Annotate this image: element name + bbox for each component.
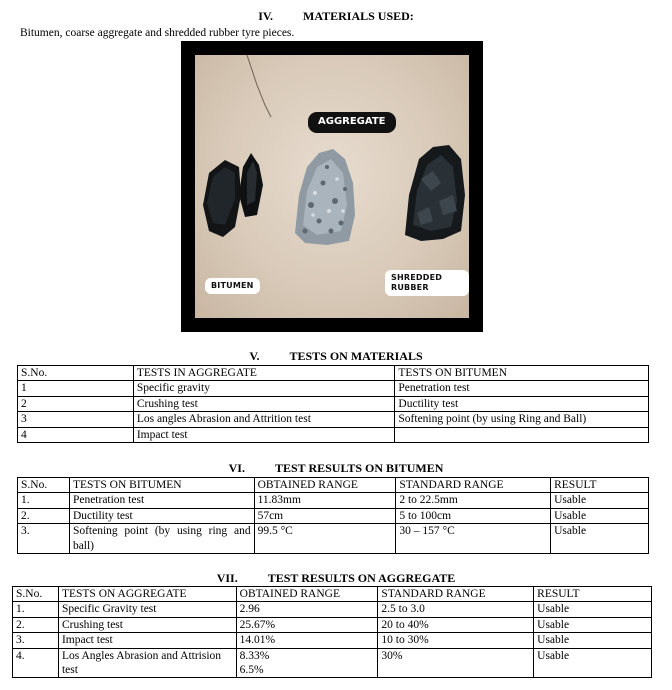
table-cell: 2 to 22.5mm [396,493,551,508]
section-title: TESTS ON MATERIALS [289,349,423,363]
photo-title-badge: AGGREGATE [308,112,396,133]
aggregate-results-table [12,586,652,678]
table-cell: 14.01% [236,633,378,648]
section-number: VII. [216,571,238,585]
photo-content [195,55,469,318]
section-title: MATERIALS USED: [303,9,414,23]
table-cell: Los angles Abrasion and Attrition test [133,412,395,427]
table-row [18,493,649,508]
table-header-row [18,366,649,381]
table-cell: Penetration test [69,493,254,508]
table-cell: Specific gravity [133,381,395,396]
section-heading-aggregate-results [0,571,672,586]
materials-text: Bitumen, coarse aggregate and shredded rubber tyre pieces. [20,27,295,39]
table-cell: Softening point (by using Ring and Ball) [395,412,649,427]
table-header-cell: S.No. [18,366,134,381]
section-heading-bitumen-results [0,461,672,476]
table-cell: Usable [534,633,652,648]
table-row [18,396,649,411]
section-number: VI. [228,461,245,475]
table-cell: 25.67% [236,617,378,632]
section-heading-materials [0,9,672,24]
section-number: V. [249,349,260,363]
table-cell: 11.83mm [254,493,396,508]
table-cell: Usable [551,524,649,554]
table-cell: 5 to 100cm [396,508,551,523]
table-cell: Softening point (by using ring and ball) [69,524,254,554]
table-cell: Impact test [58,633,236,648]
table-cell: 2 [18,396,134,411]
table-header-cell: TESTS IN AGGREGATE [133,366,395,381]
bitumen-results-table [17,477,649,554]
table-header-cell: OBTAINED RANGE [254,478,396,493]
section-number: IV. [258,9,273,23]
photo-label-bitumen: BITUMEN [205,278,260,294]
table-cell: 2.96 [236,602,378,617]
table-header-cell: TESTS ON AGGREGATE [58,587,236,602]
table-row [18,381,649,396]
background-crack [247,55,271,117]
materials-photo [181,41,483,332]
table-cell: 1. [18,493,70,508]
table-cell: 3 [18,412,134,427]
table-cell: Impact test [133,427,395,442]
table-cell: Crushing test [58,617,236,632]
shredded-rubber-pile [405,145,465,241]
table-row [18,412,649,427]
table-cell: Usable [551,493,649,508]
table-cell: Usable [534,617,652,632]
table-cell [395,427,649,442]
table-cell: 99.5 °C [254,524,396,554]
table-cell: Usable [551,508,649,523]
table-cell: 20 to 40% [378,617,534,632]
table-header-cell: STANDARD RANGE [396,478,551,493]
table-row [13,633,652,648]
table-cell: 8.33% 6.5% [236,648,378,678]
table-row [18,524,649,554]
table-cell: 1. [13,602,59,617]
table-cell: 1 [18,381,134,396]
table-cell: 57cm [254,508,396,523]
table-header-cell: S.No. [13,587,59,602]
table-header-cell: S.No. [18,478,70,493]
table-cell: Specific Gravity test [58,602,236,617]
table-cell: Usable [534,602,652,617]
table-cell: 4. [13,648,59,678]
table-row [13,602,652,617]
table-header-cell: RESULT [534,587,652,602]
table-header-row [18,478,649,493]
table-header-cell: OBTAINED RANGE [236,587,378,602]
table-header-cell: TESTS ON BITUMEN [395,366,649,381]
table-cell: Crushing test [133,396,395,411]
table-row [13,648,652,678]
bitumen-pile [203,153,263,237]
table-cell: Usable [534,648,652,678]
section-title: TEST RESULTS ON BITUMEN [274,461,444,475]
table-row [13,617,652,632]
table-row [18,508,649,523]
table-cell: Penetration test [395,381,649,396]
aggregate-pile [295,149,355,245]
table-cell: 3. [13,633,59,648]
table-cell: 2.5 to 3.0 [378,602,534,617]
table-cell: 10 to 30% [378,633,534,648]
table-cell: 4 [18,427,134,442]
table-cell: Ductility test [395,396,649,411]
table-header-row [13,587,652,602]
table-cell: Ductility test [69,508,254,523]
table-cell: Los Angles Abrasion and Attrision test [58,648,236,678]
table-header-cell: TESTS ON BITUMEN [69,478,254,493]
tests-on-materials-table [17,365,649,443]
photo-label-shredded-rubber: SHREDDED RUBBER [385,270,469,296]
table-row [18,427,649,442]
table-cell: 2. [18,508,70,523]
table-cell: 3. [18,524,70,554]
section-title: TEST RESULTS ON AGGREGATE [267,571,456,585]
table-cell: 30% [378,648,534,678]
table-header-cell: RESULT [551,478,649,493]
table-cell: 2. [13,617,59,632]
section-heading-tests [0,349,672,364]
table-header-cell: STANDARD RANGE [378,587,534,602]
table-cell: 30 – 157 °C [396,524,551,554]
